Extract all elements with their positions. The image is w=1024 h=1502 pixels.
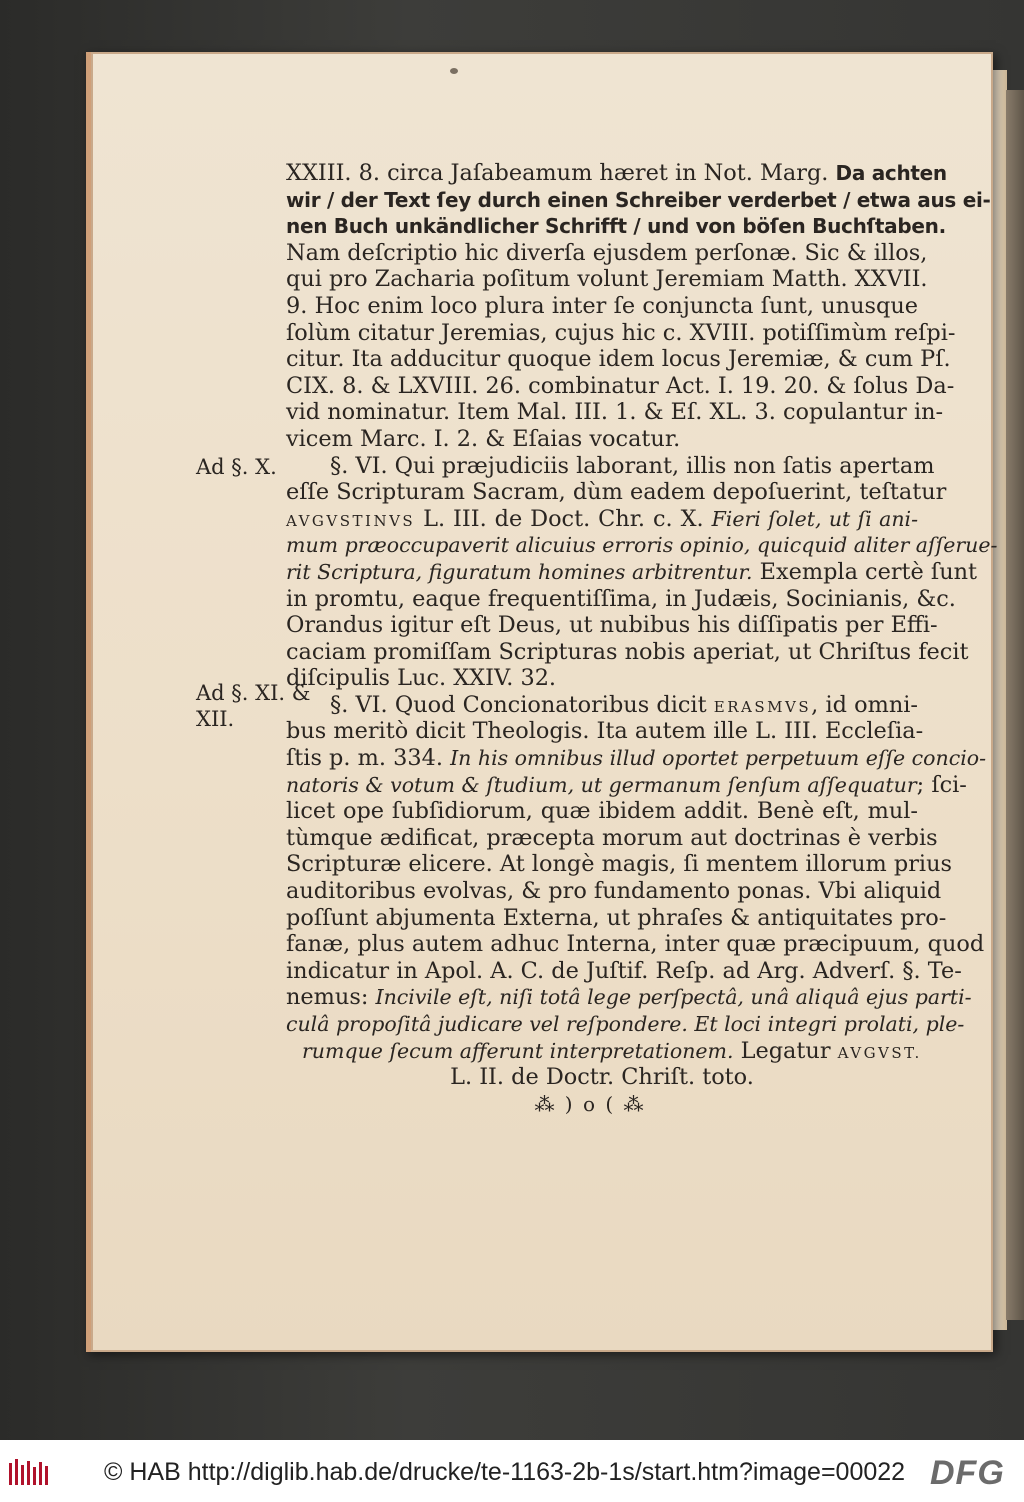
paper-speck [450,68,458,74]
text-span: culâ propoſitâ judicare vel reſpondere. Et loci integri prolati, ple- [286,1012,965,1036]
text-span: bus meritò dicit Theologis. Ita autem ille L. III. Eccleſia- [286,718,924,745]
text-line [286,399,944,426]
text-span: CIX. 8. & LXVIII. 26. combinatur Act. I. 19. 20. & ſolus Da- [286,372,955,399]
text-line [286,160,947,187]
hab-logo-icon [8,1457,50,1487]
text-span: Orandus igitur eſt Deus, ut nubibus his diſſipatis per Effi- [286,612,938,639]
text-span: ſolùm citatur Jeremias, cujus hic c. XVIII. potiſſimùm reſpi- [286,319,956,346]
text-line [286,904,947,932]
text-line [286,771,967,799]
text-line [286,506,918,533]
text-line [286,479,947,506]
text-line [286,984,972,1011]
text-span: wir / der Text ſey durch einen Schreiber verderbet / etwa aus ei- [286,187,991,212]
text-span: rit Scriptura, figuratum homines arbitrentur. [286,559,753,584]
text-line [286,532,998,559]
text-line [286,1011,965,1038]
text-span: XXIII. 8. circa Jaſabeamum hæret in Not. Marg. [286,160,836,186]
text-line [286,638,969,666]
book-spine-shadow [1006,90,1024,1320]
text-span: Exempla certè ſunt [752,558,978,585]
text-line [286,851,952,878]
margin-note-2: Ad §. XI. & [196,681,311,705]
text-line [286,665,918,692]
text-span: Da achten [835,161,947,185]
text-span: in promtu, eaque frequentiſſima, in Judæis, Socinianis, &c. [286,585,956,612]
text-span: In his omnibus illud oportet perpetuum eſſe concio- [450,746,987,771]
text-line [286,372,955,400]
text-span: Scripturæ elicere. At longè magis, ſi mentem illorum prius [286,851,952,878]
text-span: ; ſci- [916,771,967,798]
text-line [286,293,918,320]
text-span: Incivile eſt, niſi totâ lege perſpectâ, unâ aliquâ ejus parti- [375,985,972,1010]
text-line [286,239,928,267]
text-span: citur. Ita adducitur quoque idem locus Jeremiæ, & cum Pſ. [286,346,951,373]
text-line [286,1064,918,1091]
text-span: mum præoccupaverit alicuius erroris opinio, quicquid aliter aſſerue- [286,533,998,558]
text-span: L. II. de Doctr. Chriſt. toto. [450,1064,754,1091]
text-line [286,187,991,214]
text-span: poſſunt abjumenta Externa, ut phraſes & antiquitates pro- [286,904,947,931]
footer-credit: © HAB http://diglib.hab.de/drucke/te-1163-2b-1s/start.htm?image=00022 [104,1458,906,1486]
text-span: eſſe Scripturam Sacram, dùm eadem depoſuerint, teſtatur [286,479,947,506]
text-line [286,931,985,958]
text-line [286,878,942,905]
text-line [286,798,918,825]
text-span: §. VI. Quod Concionatoribus dicit [330,691,714,718]
margin-note-3: XII. [196,707,235,731]
text-line [286,612,938,639]
text-span: auditoribus evolvas, & pro fundamento ponas. Vbi aliquid [286,878,942,905]
text-span: qui pro Zacharia poſitum volunt Jeremiam Matth. XXVII. [286,266,928,293]
text-line [286,1037,922,1065]
text-line [286,745,987,772]
text-span: ſtis p. m. 334. [286,745,451,772]
text-span: Nam deſcriptio hic diverſa ejusdem perſonæ. Sic & illos, [286,239,928,266]
text-span: vicem Marc. I. 2. & Eſaias vocatur. [286,425,681,452]
text-line [286,692,918,719]
text-line [286,585,956,613]
text-span: natoris & votum & ſtudium, ut germanum ſenſum aſſequatur [286,772,917,797]
text-span: indicatur in Apol. A. C. de Juſtif. Reſp. ad Arg. Adverſ. §. Te- [286,957,962,984]
text-span: fanæ, plus autem adhuc Interna, inter quæ præcipuum, quod [286,931,985,958]
text-line [286,452,935,480]
text-span: diſcipulis Luc. XXIV. 32. [286,665,557,692]
text-line [286,213,946,240]
text-line [286,957,962,985]
text-span: licet ope ſubſidiorum, quæ ibidem addit. Benè eſt, mul- [286,798,918,825]
text-span: rumque ſecum afferunt interpretationem. [302,1038,734,1063]
text-line [286,266,928,293]
text-span: AVGVSTINVS [286,511,416,530]
text-line [286,824,938,852]
margin-note-1: Ad §. X. [196,455,277,479]
text-line [286,346,951,373]
text-span: AVGVST. [837,1043,922,1062]
text-span: caciam promiſſam Scripturas nobis aperiat, ut Chriſtus fecit [286,638,969,665]
text-span: Legatur [733,1037,838,1064]
dfg-logo: DFG [930,1454,1005,1492]
text-span: Fieri ſolet, ut ſi ani- [711,506,919,531]
text-span: §. VI. Qui præjudiciis laborant, illis non ſatis apertam [330,452,935,479]
text-span: nemus: [286,984,376,1011]
page-ornament: ⁂ ) o ( ⁂ [534,1092,646,1116]
text-span: ERASMVS [713,697,812,716]
text-line [286,319,956,347]
text-span: , id omni- [811,691,918,718]
text-line [286,426,918,453]
text-span: vid nominatur. Item Mal. III. 1. & Eſ. XL. 3. copulantur in- [286,399,944,426]
text-span: nen Buch unkändlicher Schrifft / und von böſen Buchſtaben. [286,214,946,239]
text-span: L. III. de Doct. Chr. c. X. [415,505,712,532]
text-span: 9. Hoc enim loco plura inter ſe conjuncta ſunt, unusque [286,292,918,319]
text-span: tùmque ædificat, præcepta morum aut doctrinas è verbis [286,824,938,851]
text-line [286,718,924,745]
page-body-text [286,160,998,1091]
text-line [286,558,978,586]
